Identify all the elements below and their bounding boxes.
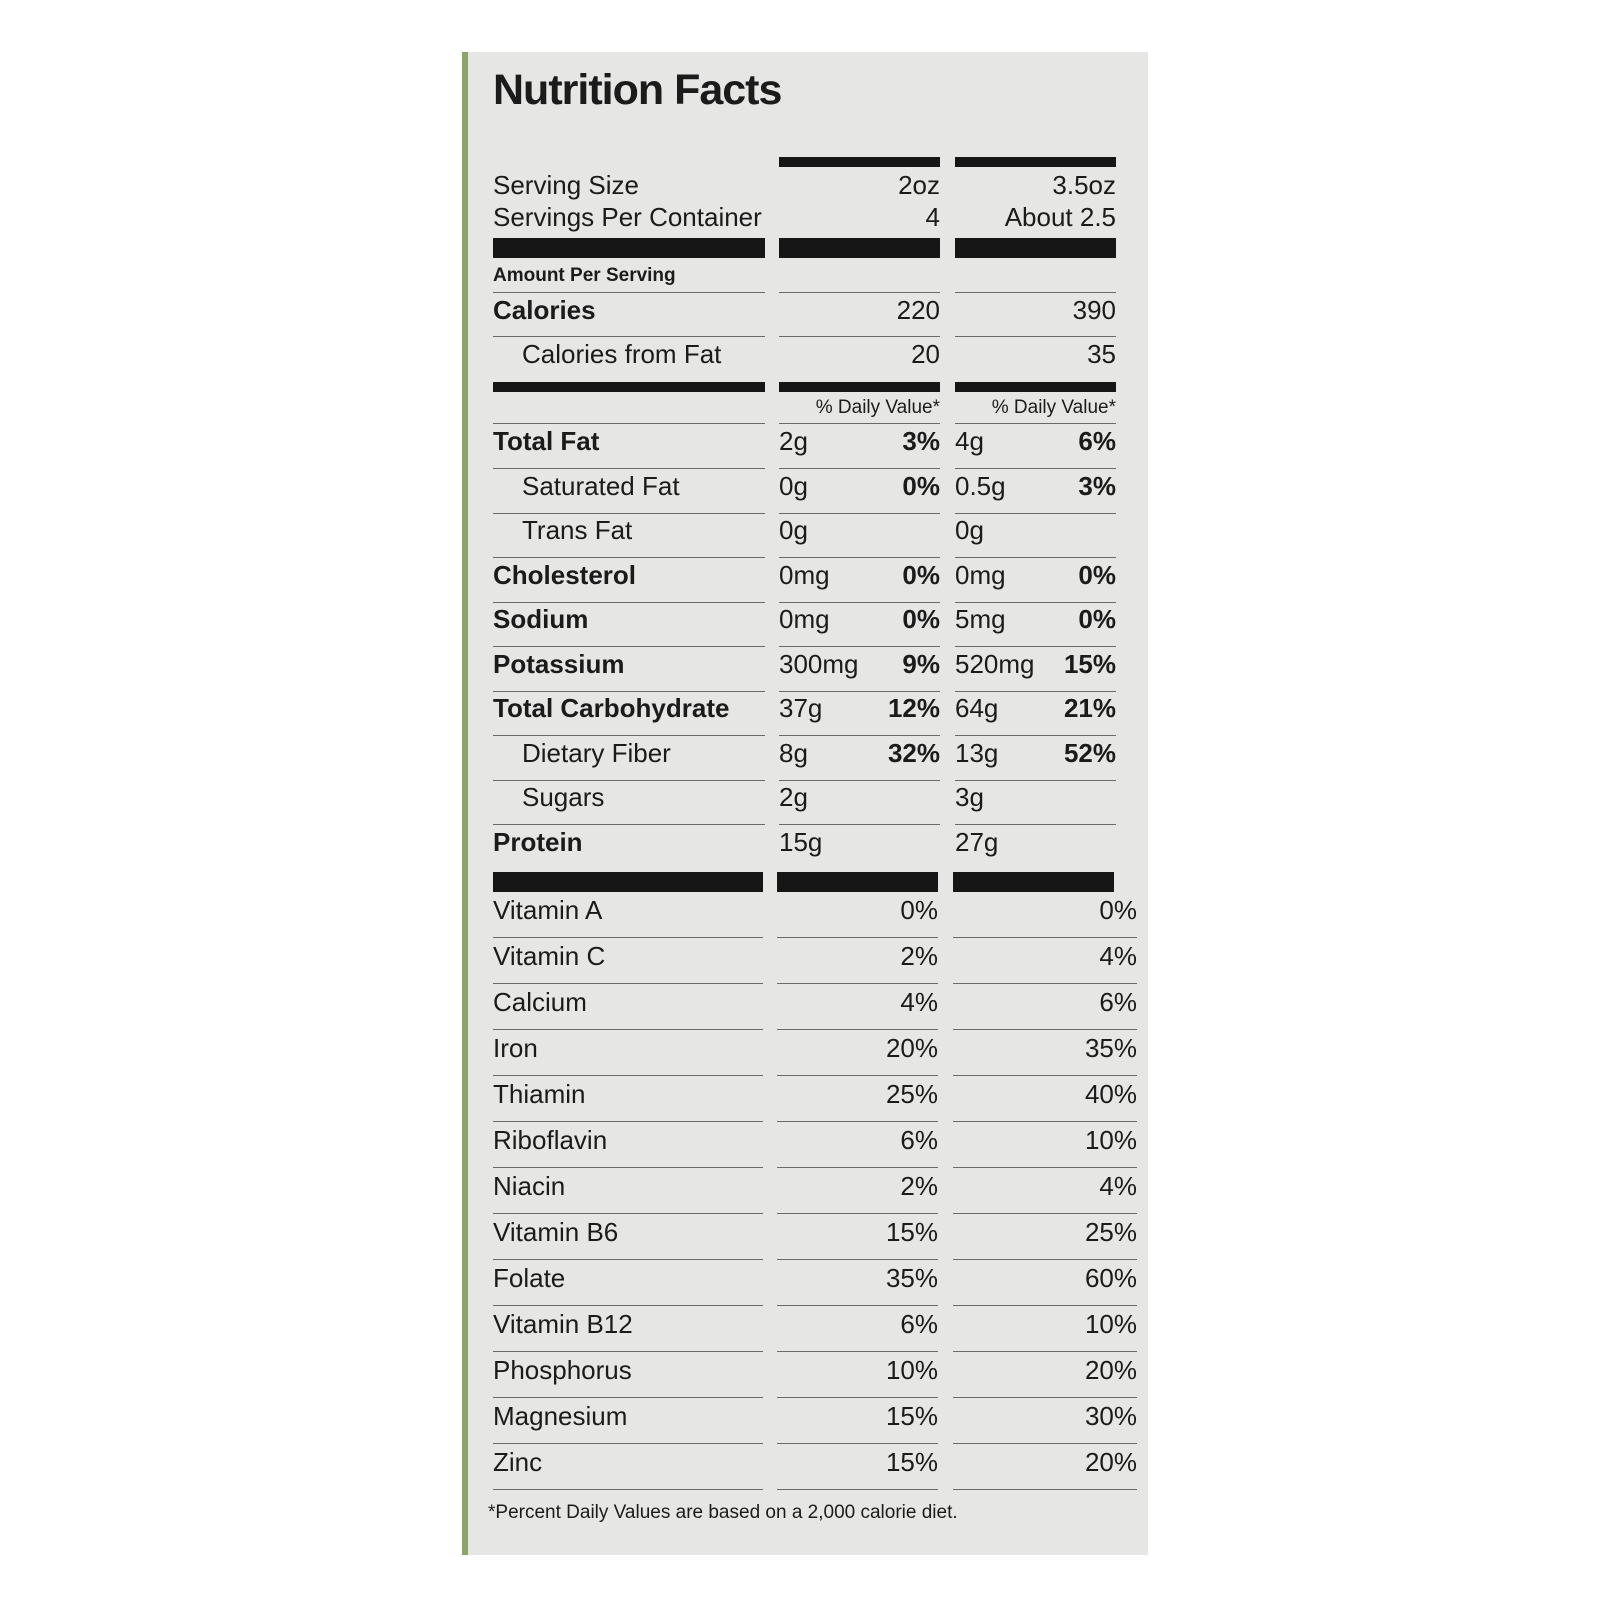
- footnote: *Percent Daily Values are based on a 2,000 calorie diet.: [488, 1502, 958, 1523]
- divider-line: [493, 1443, 763, 1444]
- vitamin-dv-col1: 15%: [885, 1217, 938, 1247]
- vitamin-dv-col2: 6%: [1099, 987, 1137, 1017]
- divider-line: [779, 336, 940, 337]
- divider-bar: [955, 157, 1116, 167]
- servings-per-container-label: Servings Per Container: [493, 202, 762, 232]
- calories-from-fat-label: Calories from Fat: [522, 339, 722, 369]
- vitamin-label: Folate: [493, 1263, 566, 1293]
- divider-line: [953, 1029, 1137, 1030]
- nutrient-label: Trans Fat: [522, 515, 633, 545]
- divider-line: [779, 780, 940, 781]
- vitamin-dv-col1: 4%: [900, 987, 938, 1017]
- vitamin-dv-col2: 10%: [1084, 1309, 1137, 1339]
- nutrient-dv-col1: 0%: [902, 470, 940, 501]
- divider-line: [955, 780, 1116, 781]
- nutrient-amount-col1: 0mg: [779, 604, 830, 634]
- divider-bar: [493, 382, 765, 392]
- divider-line: [493, 780, 765, 781]
- nutrient-amount-col1: 2g: [779, 426, 808, 456]
- vitamin-label: Magnesium: [493, 1401, 628, 1431]
- divider-line: [493, 1121, 763, 1122]
- divider-line: [953, 1213, 1137, 1214]
- divider-line: [493, 1075, 763, 1076]
- nutrient-dv-col1: 3%: [902, 426, 940, 456]
- nutrient-dv-col2: 3%: [1078, 470, 1116, 501]
- vitamin-dv-col2: 20%: [1084, 1355, 1137, 1385]
- divider-line: [777, 1121, 938, 1122]
- vitamin-label: Zinc: [493, 1447, 543, 1477]
- divider-line: [493, 557, 765, 558]
- vitamin-label: Riboflavin: [493, 1125, 608, 1155]
- vitamin-dv-col1: 15%: [885, 1401, 938, 1431]
- divider-line: [779, 423, 940, 424]
- nutrient-amount-col2: 4g: [955, 426, 984, 456]
- divider-bar: [955, 382, 1116, 392]
- vitamin-label: Thiamin: [493, 1079, 586, 1109]
- vitamin-dv-col1: 2%: [900, 1171, 938, 1201]
- divider-line: [777, 1213, 938, 1214]
- serving-size-col1: 2oz: [898, 170, 940, 200]
- divider-line: [777, 1029, 938, 1030]
- divider-bar: [493, 238, 765, 258]
- calories-col2: 390: [1072, 295, 1116, 325]
- nutrient-amount-col2: 0mg: [955, 559, 1006, 590]
- divider-line: [955, 735, 1116, 736]
- divider-line: [953, 1259, 1137, 1260]
- divider-line: [779, 602, 940, 603]
- divider-line: [777, 1397, 938, 1398]
- divider-line: [955, 557, 1116, 558]
- vitamin-dv-col1: 35%: [885, 1263, 938, 1293]
- divider-line: [953, 1167, 1137, 1168]
- serving-size-col2: 3.5oz: [1052, 170, 1116, 200]
- divider-line: [493, 513, 765, 514]
- nutrient-dv-col2: 21%: [1063, 693, 1116, 723]
- nutrient-dv-col2: 0%: [1078, 604, 1116, 634]
- divider-line: [955, 824, 1116, 825]
- vitamin-dv-col2: 4%: [1099, 941, 1137, 971]
- vitamin-label: Niacin: [493, 1171, 566, 1201]
- nutrition-facts-title: Nutrition Facts: [493, 66, 782, 114]
- nutrient-label: Dietary Fiber: [522, 737, 671, 768]
- nutrient-label: Sodium: [493, 604, 589, 634]
- divider-line: [777, 1075, 938, 1076]
- nutrition-facts-panel: [462, 52, 1148, 1555]
- divider-line: [779, 557, 940, 558]
- vitamin-label: Vitamin A: [493, 895, 603, 925]
- divider-line: [955, 336, 1116, 337]
- vitamin-dv-col2: 25%: [1084, 1217, 1137, 1247]
- divider-line: [493, 292, 765, 293]
- nutrient-amount-col2: 0g: [955, 515, 984, 545]
- nutrient-amount-col1: 2g: [779, 782, 808, 812]
- vitamin-dv-col1: 0%: [900, 895, 938, 925]
- divider-line: [493, 1305, 763, 1306]
- nutrient-amount-col2: 520mg: [955, 648, 1035, 679]
- vitamin-dv-col2: 60%: [1084, 1263, 1137, 1293]
- nutrient-label: Cholesterol: [493, 559, 637, 590]
- divider-line: [493, 1397, 763, 1398]
- divider-line: [953, 1121, 1137, 1122]
- divider-line: [777, 983, 938, 984]
- nutrient-amount-col2: 64g: [955, 693, 999, 723]
- nutrient-amount-col1: 8g: [779, 737, 808, 768]
- divider-line: [493, 1259, 763, 1260]
- vitamin-dv-col1: 6%: [900, 1309, 938, 1339]
- vitamin-dv-col1: 6%: [900, 1125, 938, 1155]
- vitamin-dv-col2: 20%: [1084, 1447, 1137, 1477]
- divider-line: [777, 1259, 938, 1260]
- divider-line: [493, 1213, 763, 1214]
- divider-line: [493, 824, 765, 825]
- nutrient-dv-col1: 0%: [902, 559, 940, 590]
- divider-line: [953, 1351, 1137, 1352]
- nutrient-amount-col2: 0.5g: [955, 470, 1006, 501]
- nutrient-dv-col1: 32%: [887, 737, 940, 768]
- divider-line: [777, 1351, 938, 1352]
- nutrient-amount-col1: 300mg: [779, 648, 859, 679]
- divider-line: [777, 1167, 938, 1168]
- divider-line: [955, 423, 1116, 424]
- vitamin-dv-col1: 2%: [900, 941, 938, 971]
- divider-line: [955, 292, 1116, 293]
- divider-line: [777, 937, 938, 938]
- divider-line: [493, 691, 765, 692]
- nutrient-dv-col2: 52%: [1063, 737, 1116, 768]
- divider-line: [493, 468, 765, 469]
- divider-line: [955, 691, 1116, 692]
- vitamin-label: Iron: [493, 1033, 538, 1063]
- nutrient-label: Saturated Fat: [522, 470, 680, 501]
- divider-bar: [777, 872, 938, 892]
- vitamin-label: Phosphorus: [493, 1355, 632, 1385]
- serving-size-label: Serving Size: [493, 170, 639, 200]
- divider-line: [493, 735, 765, 736]
- calories-from-fat-col2: 35: [1087, 339, 1116, 369]
- nutrient-label: Sugars: [522, 782, 605, 812]
- nutrient-dv-col1: 0%: [902, 604, 940, 634]
- divider-line: [953, 937, 1137, 938]
- divider-line: [779, 735, 940, 736]
- nutrient-amount-col2: 5mg: [955, 604, 1006, 634]
- divider-line: [493, 646, 765, 647]
- nutrient-amount-col2: 13g: [955, 737, 999, 768]
- divider-line: [955, 468, 1116, 469]
- calories-from-fat-col1: 20: [911, 339, 940, 369]
- divider-line: [493, 336, 765, 337]
- divider-bar: [955, 238, 1116, 258]
- divider-line: [779, 646, 940, 647]
- vitamin-dv-col2: 0%: [1099, 895, 1137, 925]
- vitamin-dv-col2: 30%: [1084, 1401, 1137, 1431]
- divider-line: [493, 983, 763, 984]
- divider-bar: [493, 872, 763, 892]
- nutrient-dv-col2: 0%: [1078, 559, 1116, 590]
- nutrient-dv-col2: 15%: [1063, 648, 1116, 679]
- nutrient-amount-col1: 0g: [779, 515, 808, 545]
- nutrient-amount-col1: 37g: [779, 693, 823, 723]
- nutrient-label: Total Fat: [493, 426, 600, 456]
- divider-line: [953, 983, 1137, 984]
- divider-bar: [779, 382, 940, 392]
- nutrient-amount-col1: 0g: [779, 470, 808, 501]
- vitamin-dv-col2: 40%: [1084, 1079, 1137, 1109]
- divider-line: [953, 1305, 1137, 1306]
- nutrient-amount-col1: 15g: [779, 826, 823, 857]
- vitamin-label: Vitamin C: [493, 941, 606, 971]
- divider-line: [955, 646, 1116, 647]
- nutrient-label: Total Carbohydrate: [493, 693, 730, 723]
- divider-line: [777, 1443, 938, 1444]
- divider-line: [493, 1489, 763, 1490]
- nutrient-label: Protein: [493, 826, 583, 857]
- vitamin-label: Vitamin B6: [493, 1217, 619, 1247]
- calories-col1: 220: [896, 295, 940, 325]
- divider-line: [953, 1489, 1137, 1490]
- divider-line: [955, 513, 1116, 514]
- divider-line: [779, 513, 940, 514]
- divider-line: [777, 1489, 938, 1490]
- divider-line: [493, 1029, 763, 1030]
- divider-bar: [779, 238, 940, 258]
- divider-line: [493, 602, 765, 603]
- divider-line: [779, 824, 940, 825]
- divider-line: [953, 1443, 1137, 1444]
- divider-line: [953, 1075, 1137, 1076]
- divider-line: [955, 602, 1116, 603]
- nutrient-dv-col1: 12%: [887, 693, 940, 723]
- vitamin-dv-col2: 35%: [1084, 1033, 1137, 1063]
- divider-line: [779, 468, 940, 469]
- nutrient-dv-col2: 6%: [1078, 426, 1116, 456]
- nutrient-amount-col1: 0mg: [779, 559, 830, 590]
- divider-line: [493, 1351, 763, 1352]
- nutrient-label: Potassium: [493, 648, 625, 679]
- nutrient-amount-col2: 27g: [955, 826, 999, 857]
- vitamin-dv-col1: 10%: [885, 1355, 938, 1385]
- vitamin-dv-col1: 15%: [885, 1447, 938, 1477]
- divider-line: [493, 937, 763, 938]
- divider-line: [779, 292, 940, 293]
- vitamin-label: Calcium: [493, 987, 587, 1017]
- divider-bar: [779, 157, 940, 167]
- vitamin-label: Vitamin B12: [493, 1309, 633, 1339]
- amount-per-serving-label: Amount Per Serving: [493, 265, 676, 286]
- servings-per-container-col2: About 2.5: [1004, 202, 1116, 232]
- nutrient-amount-col2: 3g: [955, 782, 984, 812]
- vitamin-dv-col2: 4%: [1099, 1171, 1137, 1201]
- vitamin-dv-col1: 20%: [885, 1033, 938, 1063]
- daily-value-header-col1: % Daily Value*: [815, 397, 940, 418]
- divider-line: [777, 1305, 938, 1306]
- calories-label: Calories: [493, 295, 596, 325]
- nutrient-dv-col1: 9%: [902, 648, 940, 679]
- divider-line: [493, 1167, 763, 1168]
- divider-bar: [953, 872, 1114, 892]
- divider-line: [953, 1397, 1137, 1398]
- vitamin-dv-col1: 25%: [885, 1079, 938, 1109]
- vitamin-dv-col2: 10%: [1084, 1125, 1137, 1155]
- daily-value-header-col2: % Daily Value*: [991, 397, 1116, 418]
- divider-line: [779, 691, 940, 692]
- servings-per-container-col1: 4: [925, 202, 940, 232]
- divider-line: [493, 423, 765, 424]
